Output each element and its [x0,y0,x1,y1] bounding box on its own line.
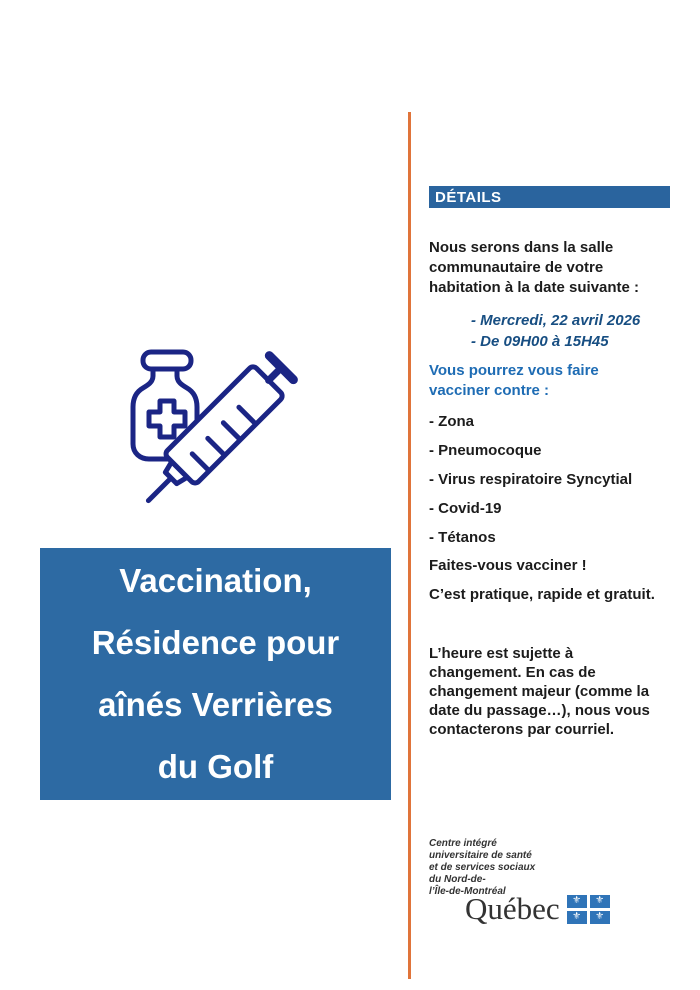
title-line: aînés Verrières [98,686,333,723]
fleur-de-lis-icon: ⚜ [595,895,605,906]
quebec-flag-icon [567,895,610,924]
fleur-de-lis-icon: ⚜ [572,895,582,906]
flag-quadrant [567,911,587,924]
note-line: changement. En cas de [429,664,596,681]
title-line: du Golf [157,748,274,785]
intro-line: communautaire de votre [429,259,604,276]
note-line: date du passage…), nous vous [429,702,650,719]
details-header-bar [429,186,670,208]
note-line: contacterons par courriel. [429,721,615,738]
org-name-line: universitaire de santé [429,850,532,861]
subhead-line: vacciner contre : [429,382,550,399]
vaccine-list-item: - Tétanos [429,529,496,546]
vaccine-list-item: - Zona [429,413,474,430]
intro-line: habitation à la date suivante : [429,279,640,296]
fleur-de-lis-icon: ⚜ [572,911,582,922]
title-line: Résidence pour [91,624,340,661]
subhead-line: Vous pourrez vous faire [429,362,599,379]
vaccines-subheading [429,361,670,401]
fleur-de-lis-icon: ⚜ [595,911,605,922]
flag-quadrant [567,895,587,908]
vaccine-list-item: - Covid-19 [429,500,502,517]
note-line: changement majeur (comme la [429,683,650,700]
schedule-date: - Mercredi, 22 avril 2026 [471,312,641,329]
note-paragraph [429,644,670,739]
org-name [429,838,610,898]
cta-line: C’est pratique, rapide et gratuit. [429,586,655,603]
vaccine-vial-syringe-icon [105,306,325,526]
details-column [429,186,670,739]
org-name-line: et de services sociaux [429,862,536,873]
org-name-line: l’Île-de-Montréal [429,886,506,897]
flag-quadrant [590,895,610,908]
quebec-wordmark: Québec [465,891,560,926]
note-line: L’heure est sujette à [429,645,574,662]
intro-line: Nous serons dans la salle [429,239,614,256]
title-line: Vaccination, [119,562,312,599]
intro-paragraph [429,238,670,298]
org-name-line: du Nord-de- [429,874,486,885]
title-box [40,548,391,800]
schedule-block [429,310,670,352]
schedule-time: - De 09H00 à 15H45 [471,333,609,350]
ciusss-quebec-logo [429,838,610,925]
vertical-divider-line [408,112,411,979]
details-header-label: DÉTAILS [435,188,502,206]
vaccine-list [429,413,670,546]
vaccine-list-item: - Pneumocoque [429,442,542,459]
org-name-line: Centre intégré [429,838,497,849]
vaccine-list-item: - Virus respiratoire Syncytial [429,471,633,488]
cta-line: Faites-vous vacciner ! [429,557,587,574]
flag-quadrant [590,911,610,924]
